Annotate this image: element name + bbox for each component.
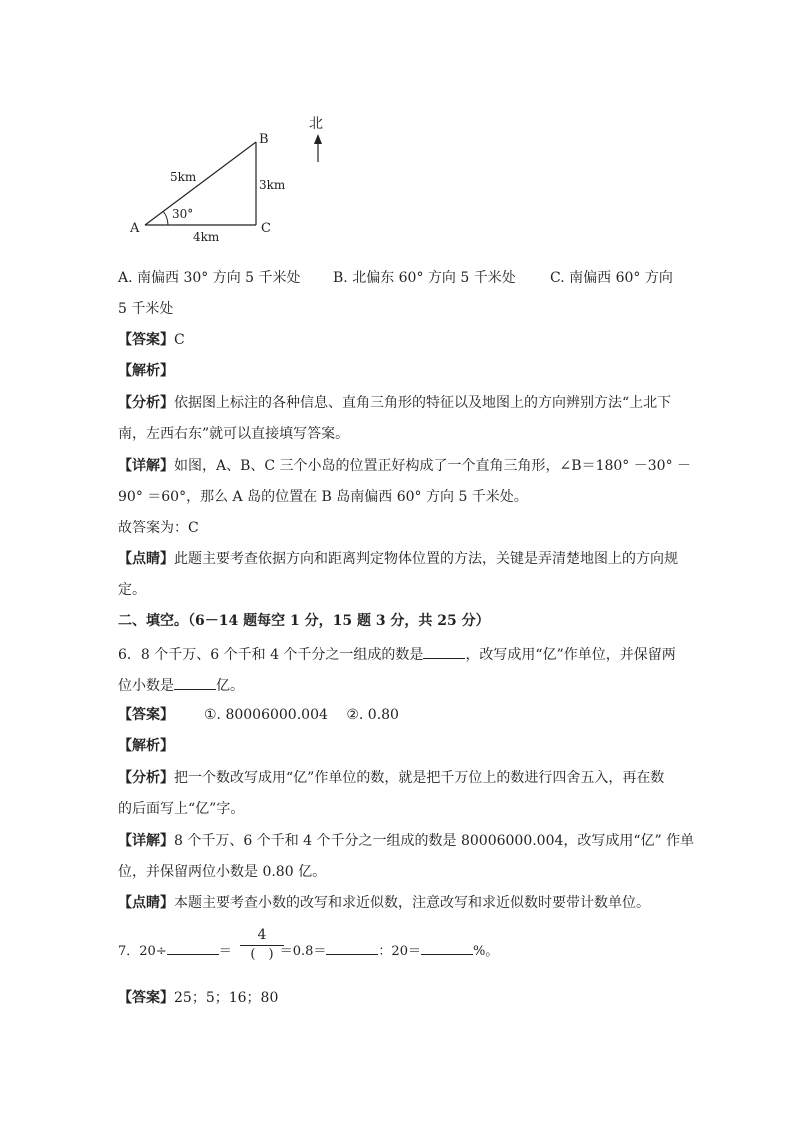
answer-tag: 【答案】: [118, 990, 174, 1006]
q6-text-1b: ，改写成用“亿”作单位，并保留两: [465, 647, 676, 663]
q6-xiangjie-line-2: 位，并保留两位小数是 0.80 亿。: [118, 864, 327, 880]
q6-fenxi-line-2: 的后面写上“亿”字。: [118, 801, 245, 817]
answer-text: 25；5；16；80: [174, 990, 279, 1006]
q7-blank-2: [326, 940, 378, 955]
q7-blank-1: [167, 940, 219, 955]
q7-eq1: ＝: [218, 944, 232, 959]
q7-prefix: 7．20÷: [118, 944, 167, 959]
q6-blank-1: [423, 644, 465, 659]
section-heading: 二、填空。（6－14 题每空 1 分，15 题 3 分，共 25 分）: [118, 613, 490, 629]
xiangjie-line-1: 如图，A、B、C 三个小岛的位置正好构成了一个直角三角形，∠B＝180° －30° －: [174, 458, 692, 474]
q6-answer: [118, 705, 399, 725]
q7-colon: ：20＝: [378, 944, 421, 959]
q7-answer: [118, 988, 278, 1008]
q5-fenxi-line-2: 南，左西右东”就可以直接填写答案。: [118, 426, 350, 442]
fenxi-line-1: 依据图上标注的各种信息、直角三角形的特征以及地图上的方向辨别方法“上北下: [174, 395, 672, 411]
q6-xiangjie: [118, 831, 694, 851]
fraction-bar: [240, 945, 284, 946]
fenxi-line-1: 把一个数改写成用“亿”作单位的数，就是把千万位上的数进行四舍五入，再在数: [174, 770, 665, 786]
fraction-denominator: ( ): [250, 947, 274, 962]
q5-option-c-cont: 5 千米处: [118, 301, 174, 317]
q5-xiangjie: [118, 456, 691, 476]
q5-conclusion: 故答案为：C: [118, 520, 199, 536]
fenxi-tag: 【分析】: [118, 770, 174, 786]
dianjing-text: 本题主要考查小数的改写和求近似数，注意改写和求近似数时要带计数单位。: [174, 895, 650, 911]
label-c: C: [261, 221, 271, 236]
angle-arc: [163, 211, 168, 225]
label-base: 4km: [193, 230, 220, 244]
answer-text: C: [174, 332, 185, 348]
q5-dianjing: [118, 549, 678, 569]
dianjing-line-1: 此题主要考查依据方向和距离判定物体位置的方法，关键是弄清楚地图上的方向规: [174, 551, 678, 567]
q6-dianjing: [118, 893, 650, 913]
q6-blank-2: [174, 675, 216, 690]
q6-text-2b: 亿。: [216, 678, 244, 694]
q6-text-1a: 6．8 个千万、6 个千和 4 个千分之一组成的数是: [118, 647, 424, 663]
fenxi-tag: 【分析】: [118, 395, 174, 411]
answer-text: ①. 80006000.004 ②. 0.80: [204, 707, 399, 723]
answer-tag: 【答案】: [118, 707, 174, 723]
label-a: A: [130, 221, 140, 236]
q5-option-b: B. 北偏东 60° 方向 5 千米处: [333, 270, 516, 286]
xiangjie-line-1: 8 个千万、6 个千和 4 个千分之一组成的数是 80006000.004，改写成用“亿” 作单: [174, 833, 695, 849]
q5-xiangjie-line-2: 90° ＝60°，那么 A 岛的位置在 B 岛南偏西 60° 方向 5 千米处。: [118, 489, 528, 505]
q7-question: [118, 940, 498, 962]
dianjing-tag: 【点睛】: [118, 895, 174, 911]
q7-eq2: ＝0.8＝: [279, 944, 327, 959]
q5-option-a: A. 南偏西 30° 方向 5 千米处: [118, 270, 301, 286]
q5-dianjing-line-2: 定。: [118, 582, 146, 598]
q6-analysis-tag: 【解析】: [118, 738, 174, 754]
label-vertical: 3km: [259, 178, 286, 192]
q6-question-line-1: [118, 644, 676, 665]
q7-percent: %。: [472, 944, 499, 959]
q5-fenxi: [118, 393, 671, 413]
north-arrowhead: [314, 134, 322, 144]
label-hypotenuse: 5km: [170, 170, 197, 184]
label-angle: 30°: [172, 207, 194, 221]
answer-tag: 【答案】: [118, 332, 174, 348]
q5-analysis-tag: 【解析】: [118, 363, 174, 379]
xiangjie-tag: 【详解】: [118, 833, 174, 849]
dianjing-tag: 【点睛】: [118, 551, 174, 567]
q5-option-c: C. 南偏西 60° 方向: [550, 270, 673, 286]
triangle-hypotenuse: [145, 142, 256, 225]
q6-fenxi: [118, 768, 664, 788]
q6-text-2a: 位小数是: [118, 678, 174, 694]
label-b: B: [259, 132, 269, 147]
north-label: 北: [309, 116, 323, 132]
q7-fraction: [240, 926, 284, 963]
triangle-figure: [0, 0, 794, 260]
q5-answer: [118, 330, 185, 350]
q6-question-line-2: [118, 675, 244, 696]
q7-blank-3: [421, 940, 473, 955]
xiangjie-tag: 【详解】: [118, 458, 174, 474]
fraction-numerator: 4: [257, 927, 267, 943]
